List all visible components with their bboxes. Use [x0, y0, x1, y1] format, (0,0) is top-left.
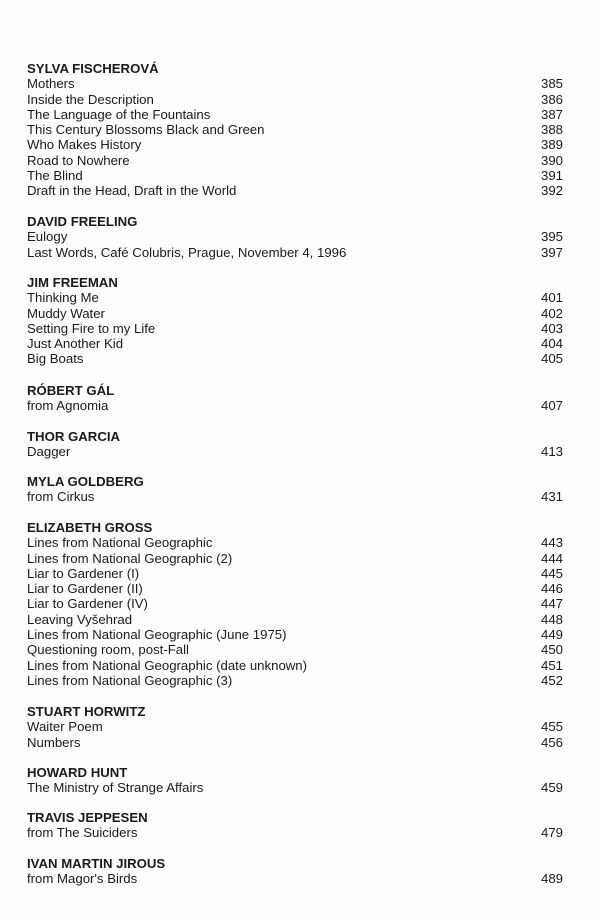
- author-heading: HOWARD HUNT: [27, 765, 128, 780]
- entry-title: Road to Nowhere: [27, 152, 130, 168]
- entry-page-number: 395: [540, 229, 563, 245]
- toc-entry: [27, 871, 563, 886]
- entry-title: This Century Blossoms Black and Green: [27, 122, 265, 138]
- entry-page-number: 397: [540, 244, 563, 260]
- author-heading: JIM FREEMAN: [27, 275, 118, 290]
- entry-title: from Agnomia: [27, 398, 109, 414]
- entry-page-number: 391: [540, 168, 563, 184]
- entry-title: Liar to Gardener (I): [27, 565, 140, 581]
- entry-page-number: 389: [540, 137, 563, 153]
- toc-entry: [27, 168, 563, 183]
- author-heading: MYLA GOLDBERG: [27, 474, 144, 489]
- toc-section: [27, 61, 563, 199]
- entry-title: Thinking Me: [27, 290, 99, 306]
- toc-entry: [27, 245, 563, 260]
- author-heading: RÓBERT GÁL: [27, 383, 115, 398]
- toc-entry: [27, 137, 563, 152]
- entry-page-number: 401: [540, 290, 563, 306]
- entry-title: Lines from National Geographic: [27, 535, 213, 551]
- toc-entry: [27, 153, 563, 168]
- entry-title: Last Words, Café Colubris, Prague, November 4, 1996: [27, 244, 347, 260]
- toc-entry: [27, 290, 563, 305]
- toc-entry: [27, 183, 563, 198]
- entry-title: from Magor's Birds: [27, 871, 138, 887]
- toc-entry: [27, 566, 563, 581]
- entry-page-number: 390: [540, 152, 563, 168]
- entry-page-number: 452: [540, 672, 563, 688]
- entry-title: Inside the Description: [27, 91, 154, 107]
- entry-title: Draft in the Head, Draft in the World: [27, 183, 237, 199]
- toc-section: [27, 810, 563, 841]
- entry-title: Lines from National Geographic (June 1975): [27, 627, 287, 643]
- toc-entry: [27, 306, 563, 321]
- entry-title: Lines from National Geographic (date unknown): [27, 657, 308, 673]
- toc-section: [27, 765, 563, 796]
- entry-page-number: 445: [540, 565, 563, 581]
- toc-entry: [27, 107, 563, 122]
- toc-entry: [27, 398, 563, 413]
- entry-title: from The Suiciders: [27, 825, 138, 841]
- entry-page-number: 444: [540, 550, 563, 566]
- entry-page-number: 387: [540, 106, 563, 122]
- entry-page-number: 407: [540, 398, 563, 414]
- entry-title: Big Boats: [27, 351, 84, 367]
- entry-page-number: 459: [540, 780, 563, 796]
- toc-section: [27, 856, 563, 887]
- entry-page-number: 456: [540, 734, 563, 750]
- toc-entry: [27, 627, 563, 642]
- author-heading: STUART HORWITZ: [27, 704, 146, 719]
- toc-entry: [27, 351, 563, 366]
- toc-entry: [27, 76, 563, 91]
- entry-page-number: 413: [540, 444, 563, 460]
- toc-entry: [27, 444, 563, 459]
- entry-page-number: 392: [540, 183, 563, 199]
- toc-entry: [27, 596, 563, 611]
- entry-title: The Blind: [27, 168, 83, 184]
- entry-page-number: 451: [540, 657, 563, 673]
- entry-title: Dagger: [27, 444, 71, 460]
- toc-section: [27, 429, 563, 460]
- toc-entry: [27, 336, 563, 351]
- entry-title: Waiter Poem: [27, 719, 103, 735]
- toc-entry: [27, 229, 563, 244]
- entry-title: Just Another Kid: [27, 336, 124, 352]
- entry-title: Setting Fire to my Life: [27, 320, 156, 336]
- entry-page-number: 385: [540, 76, 563, 92]
- author-heading: IVAN MARTIN JIROUS: [27, 856, 166, 871]
- entry-title: Questioning room, post-Fall: [27, 642, 189, 658]
- author-heading: TRAVIS JEPPESEN: [27, 810, 148, 825]
- entry-title: The Ministry of Strange Affairs: [27, 780, 204, 796]
- toc-entry: [27, 122, 563, 137]
- toc-entry: [27, 735, 563, 750]
- entry-page-number: 403: [540, 320, 563, 336]
- entry-page-number: 479: [540, 825, 563, 841]
- entry-page-number: 405: [540, 351, 563, 367]
- toc-entry: [27, 321, 563, 336]
- toc-entry: [27, 825, 563, 840]
- toc-entry: [27, 658, 563, 673]
- toc-entry: [27, 673, 563, 688]
- entry-title: The Language of the Fountains: [27, 106, 211, 122]
- entry-title: Eulogy: [27, 229, 68, 245]
- entry-title: Mothers: [27, 76, 75, 92]
- toc-section: [27, 214, 563, 260]
- author-heading: SYLVA FISCHEROVÁ: [27, 61, 159, 76]
- entry-page-number: 449: [540, 627, 563, 643]
- toc-entry: [27, 551, 563, 566]
- toc-entry: [27, 612, 563, 627]
- toc-section: [27, 704, 563, 750]
- entry-title: Muddy Water: [27, 305, 105, 321]
- author-heading: DAVID FREELING: [27, 214, 138, 229]
- toc-section: [27, 275, 563, 367]
- toc-entry: [27, 581, 563, 596]
- toc-section: [27, 383, 563, 414]
- entry-title: Liar to Gardener (II): [27, 581, 143, 597]
- toc-entry: [27, 780, 563, 795]
- entry-title: Who Makes History: [27, 137, 142, 153]
- entry-page-number: 446: [540, 581, 563, 597]
- entry-page-number: 489: [540, 871, 563, 887]
- entry-page-number: 388: [540, 122, 563, 138]
- entry-page-number: 386: [540, 91, 563, 107]
- author-heading: ELIZABETH GROSS: [27, 520, 153, 535]
- entry-page-number: 455: [540, 719, 563, 735]
- toc-entry: [27, 642, 563, 657]
- entry-page-number: 431: [540, 489, 563, 505]
- toc-entry: [27, 719, 563, 734]
- entry-page-number: 447: [540, 596, 563, 612]
- entry-title: Lines from National Geographic (3): [27, 672, 233, 688]
- toc-section: [27, 520, 563, 688]
- toc-entry: [27, 92, 563, 107]
- author-heading: THOR GARCIA: [27, 429, 121, 444]
- toc-entry: [27, 535, 563, 550]
- toc-entry: [27, 489, 563, 504]
- entry-title: Leaving Vyšehrad: [27, 611, 133, 627]
- entry-title: Lines from National Geographic (2): [27, 550, 233, 566]
- entry-title: Numbers: [27, 734, 81, 750]
- entry-page-number: 443: [540, 535, 563, 551]
- entry-title: Liar to Gardener (IV): [27, 596, 148, 612]
- entry-page-number: 448: [540, 611, 563, 627]
- entry-page-number: 404: [540, 336, 563, 352]
- toc-section: [27, 474, 563, 505]
- entry-page-number: 402: [540, 305, 563, 321]
- entry-page-number: 450: [540, 642, 563, 658]
- entry-title: from Cirkus: [27, 489, 95, 505]
